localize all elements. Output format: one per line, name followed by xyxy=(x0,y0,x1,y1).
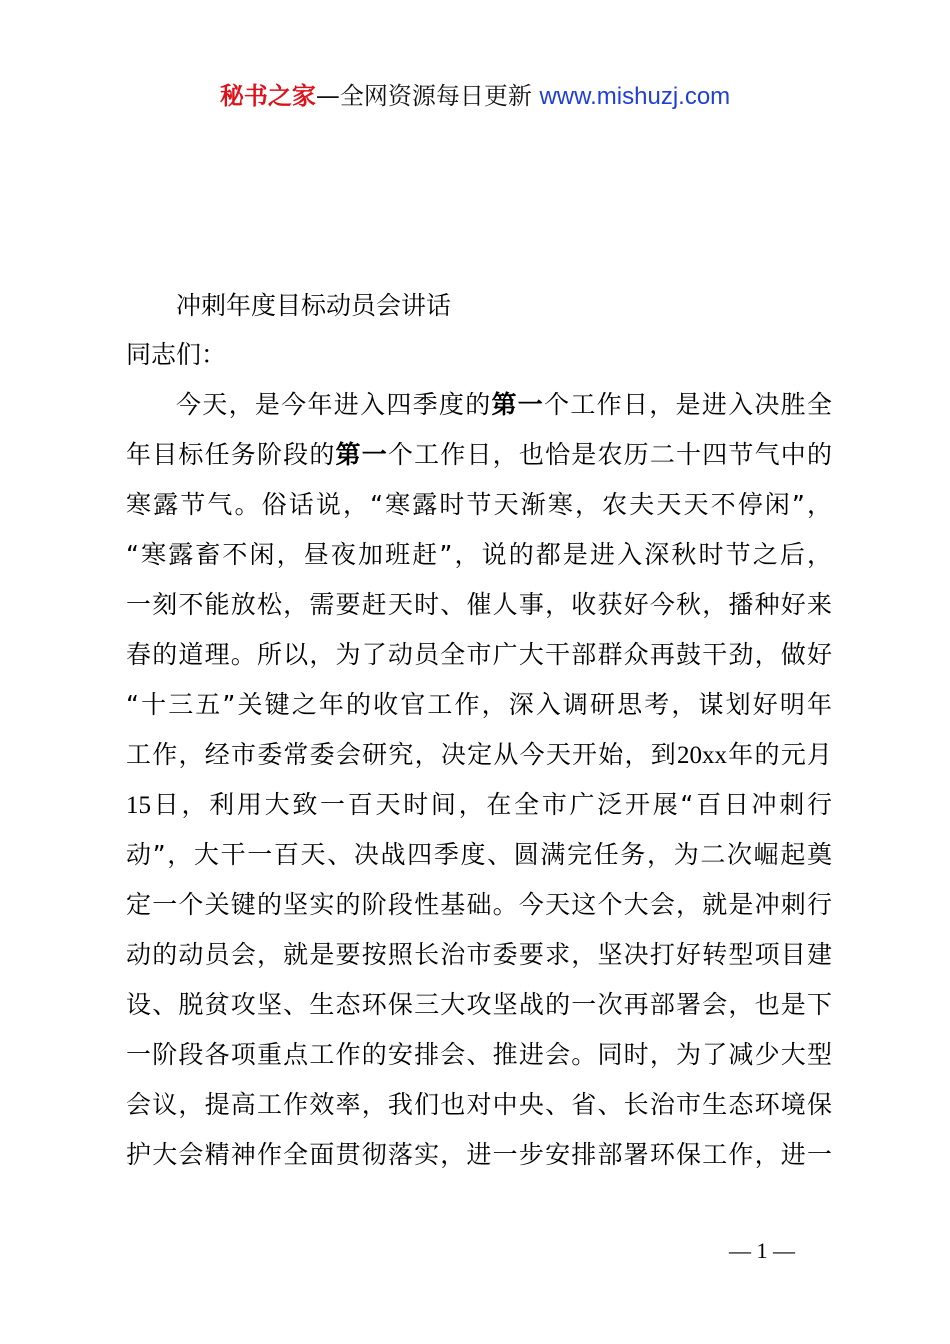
year-text: 20xx xyxy=(677,742,728,769)
paragraph-line: 会议，提高工作效率，我们也对中央、省、长治市生态环境保 xyxy=(126,1090,832,1119)
paragraph-line xyxy=(126,380,832,430)
text-run: 日，利用大致一百天时间，在全市广泛开展“百日冲刺行 xyxy=(151,790,832,819)
paragraph-line: 一刻不能放松，需要赶天时、催人事，收获好今秋，播种好来 xyxy=(126,590,832,619)
text-run: 工作，经市委常委会研究，决定从今天开始，到 xyxy=(126,740,678,769)
document-body xyxy=(126,282,832,1180)
paragraph-line: 春的道理。所以，为了动员全市广大干部群众再鼓干劲，做好 xyxy=(126,640,832,669)
text-run: 年的元月 xyxy=(727,740,832,769)
text-run: 个工作日，是进入决胜全 xyxy=(544,390,832,419)
paragraph-line: 护大会精神作全面贯彻落实，进一步安排部署环保工作，进一 xyxy=(126,1140,832,1169)
text-run: 今天，是今年进入四季度的 xyxy=(176,390,492,419)
site-banner xyxy=(0,80,950,113)
paragraph-line: 一阶段各项重点工作的安排会、推进会。同时，为了减少大型 xyxy=(126,1040,832,1069)
bold-text-run: 第一 xyxy=(491,390,545,419)
paragraph-line: 动”，大干一百天、决战四季度、圆满完任务，为二次崛起奠 xyxy=(126,840,832,869)
paragraph-line xyxy=(126,730,832,780)
paragraph-line: 设、脱贫攻坚、生态环保三大攻坚战的一次再部署会，也是下 xyxy=(126,990,832,1019)
document-title: 冲刺年度目标动员会讲话 xyxy=(176,291,452,320)
banner-tagline: —全网资源每日更新 xyxy=(315,82,532,110)
page-number: — 1 — xyxy=(729,1238,795,1263)
salutation: 同志们： xyxy=(126,340,227,369)
site-url-link[interactable]: www.mishuzj.com xyxy=(539,83,731,110)
brand-name: 秘书之家 xyxy=(219,82,316,110)
text-run: 个工作日，也恰是农历二十四节气中的 xyxy=(387,440,832,469)
paragraph-line: 动的动员会，就是要按照长治市委要求，坚决打好转型项目建 xyxy=(126,940,832,969)
day-number: 15 xyxy=(126,792,151,819)
paragraph-line: 定一个关键的坚实的阶段性基础。今天这个大会，就是冲刺行 xyxy=(126,890,832,919)
paragraph-line xyxy=(126,780,832,830)
paragraph-line: “寒露畜不闲，昼夜加班赶”，说的都是进入深秋时节之后， xyxy=(126,540,832,569)
paragraph-line: 寒露节气。俗话说，“寒露时节天渐寒，农夫天天不停闲”， xyxy=(126,490,832,519)
paragraph-line xyxy=(126,430,832,480)
bold-text-run: 第一 xyxy=(335,440,388,469)
paragraph-line: “十三五”关键之年的收官工作，深入调研思考，谋划好明年 xyxy=(126,690,832,719)
text-run: 年目标任务阶段的 xyxy=(126,440,336,469)
